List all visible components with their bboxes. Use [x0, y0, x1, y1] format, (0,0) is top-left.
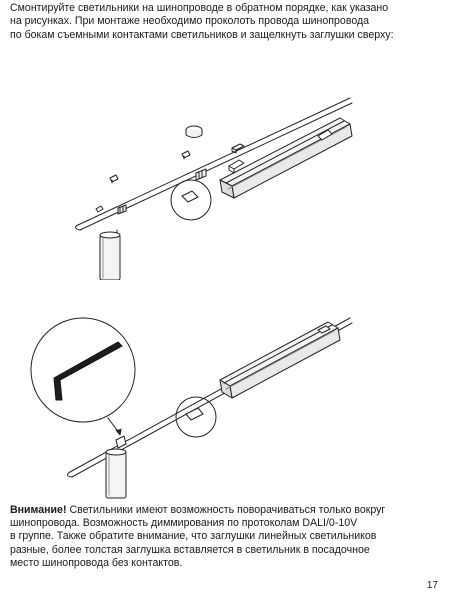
- instructions-line: на рисунках. При монтаже необходимо проколоть провода шинопровода: [10, 15, 370, 28]
- track-wire: [78, 98, 350, 225]
- instructions-text: [10, 2, 440, 42]
- notice-line: место шинопровода без контактов.: [10, 556, 183, 569]
- track-contact-icon: [196, 169, 206, 180]
- notice-heading: Внимание!: [10, 504, 67, 516]
- hex-key-magnifier: [31, 318, 135, 422]
- linear-luminaire: [220, 322, 340, 398]
- contact-clip-icon: [182, 151, 190, 159]
- assembly-figure-1: [0, 50, 450, 280]
- linear-luminaire: [220, 118, 352, 198]
- contact-clip-icon: [110, 175, 118, 183]
- instructions-line: Смонтируйте светильники на шинопроводе в обратном порядке, как указано: [10, 2, 389, 14]
- notice-line: в группе. Также обратите внимание, что заглушки линейных светильников: [10, 530, 377, 543]
- page-number: 17: [426, 580, 438, 591]
- track-contact-icon: [118, 205, 126, 214]
- instructions-line: по бокам съемными контактами светильников и защелкнуть заглушки сверху:: [10, 28, 394, 41]
- notice-line: шинопровода. Возможность диммирования по протоколам DALI/0-10V: [10, 517, 358, 530]
- contact-clip-icon: [96, 206, 103, 212]
- notice-line: Светильники имеют возможность поворачиваться только вокруг: [69, 504, 386, 516]
- pendant-luminaire: [100, 230, 120, 280]
- notice-line: разные, более толстая заглушка вставляется в светильник в посадочное: [10, 543, 370, 556]
- notice-text: [10, 504, 440, 570]
- round-cap-icon: [186, 126, 202, 138]
- assembly-figure-2: [0, 300, 450, 500]
- pendant-luminaire: [106, 436, 126, 498]
